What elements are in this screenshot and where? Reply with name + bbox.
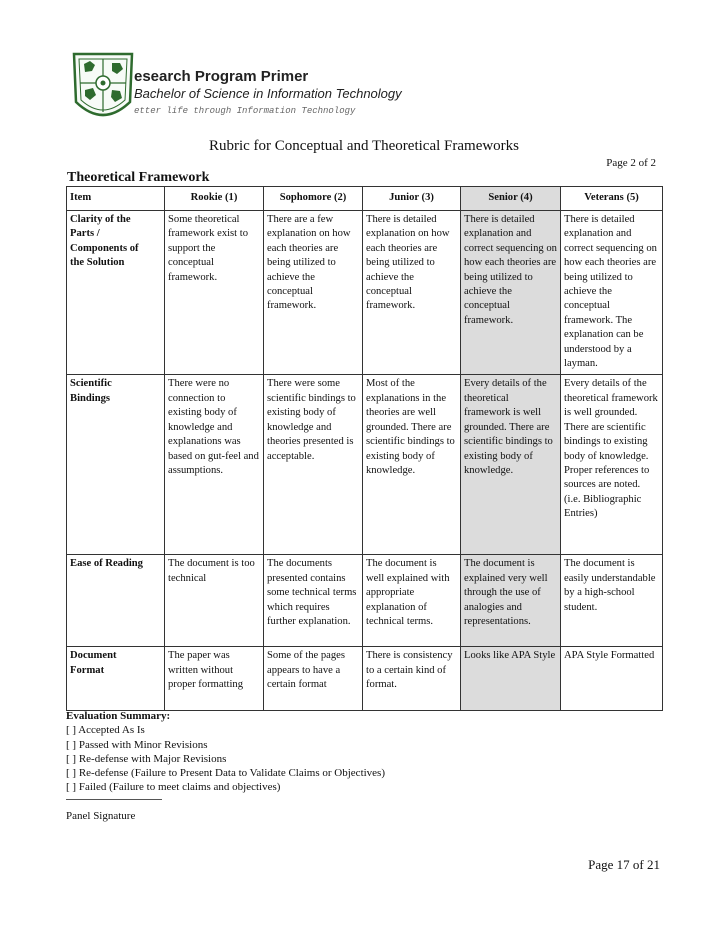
column-header: Senior (4) — [461, 187, 561, 211]
table-row — [67, 211, 663, 375]
column-header: Junior (3) — [363, 187, 461, 211]
rubric-cell: There is consistency to a certain kind of format. — [363, 647, 461, 711]
rubric-cell: The document is easily understandable by a high-school student. — [561, 555, 663, 647]
rubric-cell: There is detailed explanation and correct sequencing on how each theories are being utilized to achieve the conceptual framework. The explanation can be understood by a layman. — [561, 211, 663, 375]
rubric-cell: The documents presented contains some technical terms which requires further explanation. — [264, 555, 363, 647]
criterion-line: Components of — [70, 242, 139, 254]
evaluation-option-major-revisions: [ ] Re-defense with Major Revisions — [66, 752, 227, 765]
program-title: esearch Program Primer — [134, 68, 309, 85]
criterion-cell — [67, 375, 165, 555]
signature-line — [66, 799, 162, 800]
criterion-line: the Solution — [70, 257, 125, 269]
evaluation-summary — [66, 709, 385, 795]
rubric-cell: The paper was written without proper formatting — [165, 647, 264, 711]
university-seal-logo — [70, 50, 136, 126]
criterion-line: Document — [70, 650, 117, 662]
evaluation-option-failed: [ ] Failed (Failure to meet claims and objectives) — [66, 781, 281, 794]
document-title: Rubric for Conceptual and Theoretical Frameworks — [208, 138, 520, 154]
rubric-cell: The document is explained very well through the use of analogies and representations. — [461, 555, 561, 647]
table-header-row — [67, 187, 663, 211]
section-heading: Theoretical Framework — [67, 170, 210, 185]
evaluation-title: Evaluation Summary: — [66, 710, 171, 722]
criterion-line: Scientific — [70, 378, 112, 390]
rubric-cell: Some theoretical framework exist to support the conceptual framework. — [165, 211, 264, 375]
evaluation-option-minor-revisions: [ ] Passed with Minor Revisions — [66, 738, 208, 751]
table-row — [67, 375, 663, 555]
criterion-line: Format — [70, 664, 105, 676]
rubric-cell: Some of the pages appears to have a certain format — [264, 647, 363, 711]
page-of-indicator: Page 2 of 2 — [606, 157, 656, 169]
criterion-cell — [67, 211, 165, 375]
rubric-cell: Every details of the theoretical framework is well grounded. There are scientific bindings to existing body of knowledge. — [461, 375, 561, 555]
column-header: Rookie (1) — [165, 187, 264, 211]
signature-label: Panel Signature — [66, 810, 136, 822]
page-number: Page 17 of 21 — [588, 857, 660, 872]
program-tagline: etter life through Information Technology — [134, 106, 356, 116]
criterion-line: Bindings — [70, 392, 111, 404]
criterion-line: Clarity of the — [70, 214, 131, 225]
rubric-cell: Looks like APA Style — [461, 647, 561, 711]
criterion-cell — [67, 555, 165, 647]
criterion-line: Ease of Reading — [70, 558, 143, 570]
program-subtitle: Bachelor of Science in Information Technology — [134, 86, 402, 101]
column-header: Sophomore (2) — [264, 187, 363, 211]
evaluation-option-redefense-data: [ ] Re-defense (Failure to Present Data to Validate Claims or Objectives) — [66, 767, 386, 780]
rubric-cell: The document is too technical — [165, 555, 264, 647]
rubric-cell: There is detailed explanation and correct sequencing on how each theories are being utilized to achieve the conceptual framework. — [461, 211, 561, 375]
column-header: Veterans (5) — [561, 187, 663, 211]
criterion-cell — [67, 647, 165, 711]
rubric-cell: The document is well explained with appropriate explanation of technical terms. — [363, 555, 461, 647]
table-row — [67, 555, 663, 647]
rubric-cell: There are a few explanation on how each theories are being utilized to achieve the conceptual framework. — [264, 211, 363, 375]
rubric-table — [66, 186, 663, 711]
rubric-cell: APA Style Formatted — [561, 647, 663, 711]
rubric-cell: Most of the explanations in the theories are well grounded. There are scientific bindings to existing body of knowledge. — [363, 375, 461, 555]
rubric-cell: Every details of the theoretical framework is well grounded. There are scientific bindings to existing body of knowledge. Proper references to sources are noted. (i.e. Bibliographic Entries) — [561, 375, 663, 555]
rubric-cell: There were no connection to existing body of knowledge and explanations was based on gut-feel and assumptions. — [165, 375, 264, 555]
criterion-line: Parts / — [70, 228, 100, 240]
rubric-cell: There is detailed explanation on how each theories are being utilized to achieve the conceptual framework. — [363, 211, 461, 375]
column-header: Item — [67, 187, 165, 211]
evaluation-option-accepted: [ ] Accepted As Is — [66, 724, 145, 737]
rubric-cell: There were some scientific bindings to existing body of knowledge and theories presented is acceptable. — [264, 375, 363, 555]
table-row — [67, 647, 663, 711]
